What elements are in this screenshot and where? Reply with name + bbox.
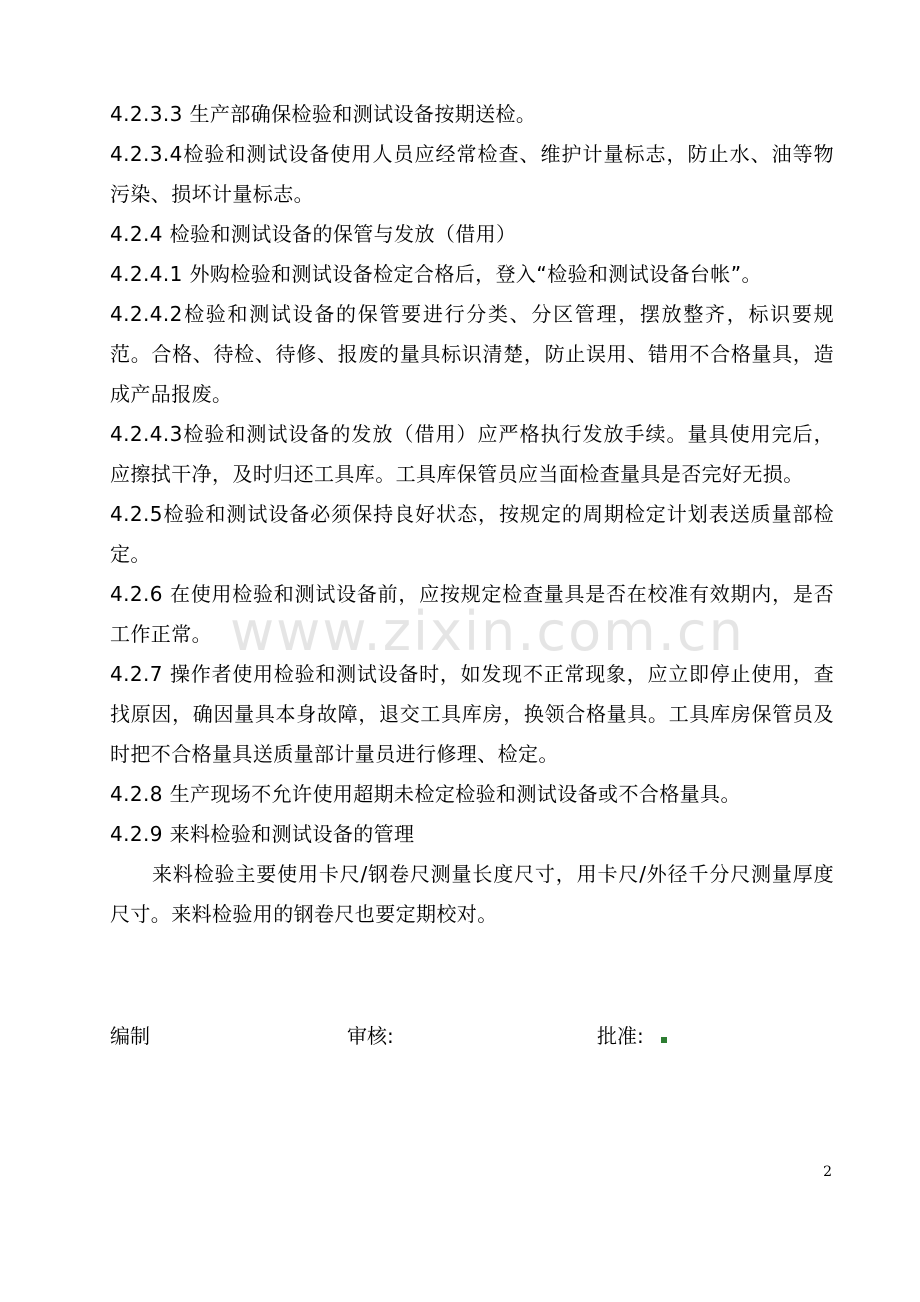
paragraph-4-2-6: 4.2.6 在使用检验和测试设备前，应按规定检查量具是否在校准有效期内，是否工作正常。 <box>110 582 834 646</box>
heading-4-2-4: 4.2.4 检验和测试设备的保管与发放（借用） <box>110 222 517 246</box>
paragraph-incoming-inspection: 来料检验主要使用卡尺/钢卷尺测量长度尺寸，用卡尺/外径千分尺测量厚度尺寸。来料检验用的钢卷尺也要定期校对。 <box>110 862 834 926</box>
paragraph-4-2-4-3: 4.2.4.3检验和测试设备的发放（借用）应严格执行发放手续。量具使用完后，应擦拭干净，及时归还工具库。工具库保管员应当面检查量具是否完好无损。 <box>110 422 834 486</box>
paragraph-4-2-7: 4.2.7 操作者使用检验和测试设备时，如发现不正常现象，应立即停止使用，查找原因，确因量具本身故障，退交工具库房，换领合格量具。工具库房保管员及时把不合格量具送质量部计量员进行修理、检定。 <box>110 662 834 766</box>
approved-by-label: 批准: <box>597 1024 644 1048</box>
compiled-by-label: 编制 <box>110 1024 150 1048</box>
document-body <box>110 94 834 934</box>
paragraph-4-2-4-2: 4.2.4.2检验和测试设备的保管要进行分类、分区管理，摆放整齐，标识要规范。合格、待检、待修、报废的量具标识清楚，防止误用、错用不合格量具，造成产品报废。 <box>110 302 834 406</box>
green-square-marker <box>661 1037 667 1043</box>
heading-4-2-9: 4.2.9 来料检验和测试设备的管理 <box>110 822 415 846</box>
paragraph-4-2-4-1: 4.2.4.1 外购检验和测试设备检定合格后，登入“检验和测试设备台帐”。 <box>110 262 762 286</box>
watermark: www.zixin.com.cn <box>230 600 745 663</box>
page-number: 2 <box>823 1164 832 1180</box>
paragraph-4-2-3-3: 4.2.3.3 生产部确保检验和测试设备按期送检。 <box>110 102 537 126</box>
paragraph-4-2-5: 4.2.5检验和测试设备必须保持良好状态，按规定的周期检定计划表送质量部检定。 <box>110 502 834 566</box>
paragraph-4-2-8: 4.2.8 生产现场不允许使用超期未检定检验和测试设备或不合格量具。 <box>110 782 741 806</box>
reviewed-by-label: 审核: <box>347 1024 394 1048</box>
paragraph-4-2-3-4: 4.2.3.4检验和测试设备使用人员应经常检查、维护计量标志，防止水、油等物污染、损坏计量标志。 <box>110 142 834 206</box>
